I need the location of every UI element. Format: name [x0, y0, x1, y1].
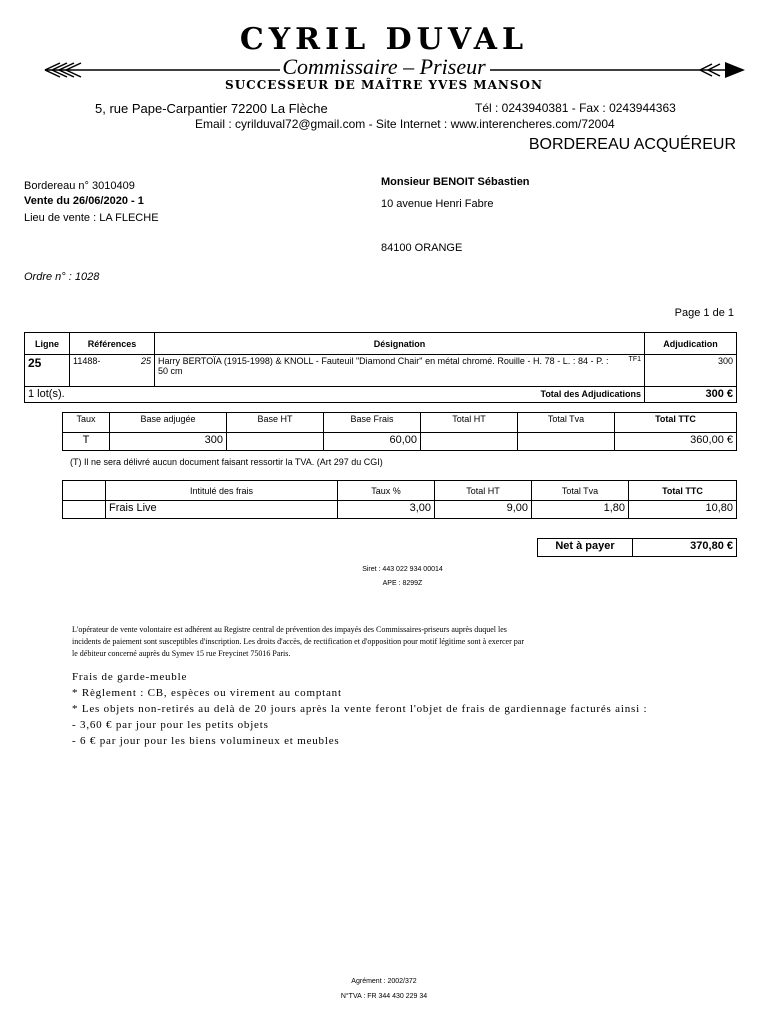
company-phone: Tél : 0243940381 - Fax : 0243944363 — [475, 101, 676, 115]
fees-total-ht: 9,00 — [435, 501, 532, 519]
order-number: Ordre n° : 1028 — [24, 271, 100, 283]
note-line: - 6 € par jour pour les biens volumineux et meubles — [72, 735, 340, 747]
net-label: Net à payer — [538, 539, 633, 557]
storage-notes — [72, 669, 647, 749]
lots-count: 1 lot(s). — [28, 388, 65, 400]
tva-table — [62, 412, 737, 451]
tva-base-frais: 60,00 — [324, 433, 421, 451]
tva-base-ht — [227, 433, 324, 451]
legal-line: le débiteur concerné auprès du Symev 15 rue Freycinet 75016 Paris. — [72, 649, 291, 658]
fees-taux: 3,00 — [338, 501, 435, 519]
agrement: Agrément : 2002/372 — [351, 978, 417, 985]
legal-line: L'opérateur de vente volontaire est adhérent au Registre central de prévention des impayés des Commissaires-priseurs auprès duquel les — [72, 625, 507, 634]
tva-note: (T) Il ne sera délivré aucun document faisant ressortir la TVA. (Art 297 du CGI) — [70, 457, 383, 467]
table-row — [63, 501, 737, 519]
fees-header-spacer — [63, 481, 106, 501]
tva-header-base-ht: Base HT — [227, 413, 324, 433]
sale-place: Lieu de vente : LA FLECHE — [24, 212, 159, 224]
tva-header-total-ht: Total HT — [421, 413, 518, 433]
tva-header-total-tva: Total Tva — [518, 413, 615, 433]
lot-ref-code: 11488- — [73, 356, 101, 366]
company-address: 5, rue Pape-Carpantier 72200 La Flèche — [95, 101, 328, 116]
table-row — [63, 433, 737, 451]
company-contact: Email : cyrilduval72@gmail.com - Site Internet : www.interencheres.com/72004 — [195, 117, 615, 131]
fees-intitule: Frais Live — [106, 501, 338, 519]
net-table — [537, 538, 737, 557]
buyer-name: Monsieur BENOIT Sébastien — [381, 176, 530, 188]
tva-total-tva — [518, 433, 615, 451]
lot-tf: TF1 — [628, 356, 641, 363]
tva-total-ht — [421, 433, 518, 451]
lots-total-label: Total des Adjudications — [540, 389, 641, 399]
buyer-street: 10 avenue Henri Fabre — [381, 198, 494, 210]
note-line: * Règlement : CB, espèces ou virement au comptant — [72, 687, 342, 699]
company-name: CYRIL DUVAL — [239, 22, 529, 57]
tva-header-base-frais: Base Frais — [324, 413, 421, 433]
company-successor: SUCCESSEUR DE MAÎTRE YVES MANSON — [225, 78, 543, 92]
tva-number: N°TVA : FR 344 430 229 34 — [340, 993, 428, 1000]
fees-header-total-ht: Total HT — [435, 481, 532, 501]
fees-header-total-tva: Total Tva — [532, 481, 629, 501]
fees-total-tva: 1,80 — [532, 501, 629, 519]
note-line: * Les objets non-retirés au delà de 20 jours après la vente feront l'objet de frais de gardiennage facturés ainsi : — [72, 703, 648, 715]
lots-header-ligne: Ligne — [25, 333, 70, 355]
lot-designation — [155, 355, 645, 387]
fees-header-total-ttc: Total TTC — [629, 481, 737, 501]
lots-total-value: 300 € — [645, 387, 737, 403]
lot-ligne: 25 — [25, 355, 70, 387]
lots-header-references: Références — [70, 333, 155, 355]
note-line: - 3,60 € par jour pour les petits objets — [72, 719, 269, 731]
document-title: BORDEREAU ACQUÉREUR — [528, 136, 736, 153]
lot-adjudication: 300 — [645, 355, 737, 387]
lots-table — [24, 332, 737, 403]
legal-text — [72, 624, 524, 660]
bordereau-number: Bordereau n° 3010409 — [24, 180, 135, 192]
lot-designation-text: Harry BERTOÏA (1915-1998) & KNOLL - Fauteuil "Diamond Chair" en métal chromé. Rouille - H. 78 - L. : 84 - P. : 50 cm — [158, 356, 609, 376]
lot-ref-num: 25 — [140, 356, 151, 366]
note-line: Frais de garde-meuble — [72, 671, 188, 683]
tva-header-base-adjugee: Base adjugée — [110, 413, 227, 433]
fees-table — [62, 480, 737, 519]
tva-header-total-ttc: Total TTC — [615, 413, 737, 433]
tva-header-taux: Taux — [63, 413, 110, 433]
table-row — [25, 355, 737, 387]
lot-reference — [70, 355, 155, 387]
sale-date: Vente du 26/06/2020 - 1 — [24, 195, 144, 207]
fees-spacer — [63, 501, 106, 519]
ape: APE : 8299Z — [382, 580, 423, 587]
page-number: Page 1 de 1 — [674, 307, 734, 319]
tva-total-ttc: 360,00 € — [615, 433, 737, 451]
legal-line: incidents de paiement sont susceptibles d'inscription. Les droits d'accès, de rectification et d'opposition pour motif légitime sont à exercer par — [72, 637, 524, 646]
lots-total-row — [25, 387, 645, 403]
fees-header-taux: Taux % — [338, 481, 435, 501]
company-subtitle: Commissaire – Priseur — [282, 54, 486, 79]
lots-header-adjudication: Adjudication — [645, 333, 737, 355]
buyer-city: 84100 ORANGE — [381, 242, 463, 254]
net-value: 370,80 € — [633, 539, 737, 557]
tva-taux: T — [63, 433, 110, 451]
fees-header-intitule: Intitulé des frais — [106, 481, 338, 501]
siret: Siret : 443 022 934 00014 — [362, 566, 443, 573]
tva-base-adjugee: 300 — [110, 433, 227, 451]
lots-header-designation: Désignation — [155, 333, 645, 355]
fees-total-ttc: 10,80 — [629, 501, 737, 519]
